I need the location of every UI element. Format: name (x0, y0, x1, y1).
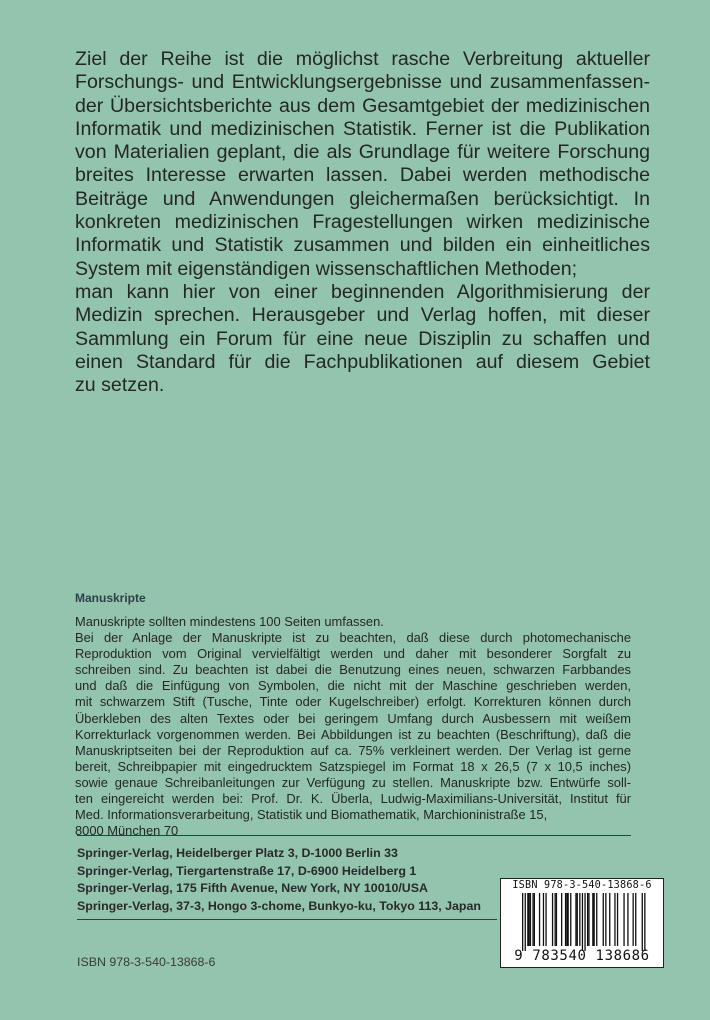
intro-line: Ziel der Reihe ist die möglichst rasche Verbreitung aktueller (75, 48, 650, 70)
manuscripts-line: Med. Informationsverarbeitung, Statistik und Biomathematik, Marchioninistraße 15, (75, 807, 548, 823)
barcode-bar (614, 893, 615, 946)
intro-line: Sammlung ein Forum für eine neue Disziplin zu schaffen und (75, 327, 650, 350)
intro-line: von Materialien geplant, die als Grundlage für weitere Forschung (75, 141, 650, 164)
barcode-bar (588, 893, 589, 946)
manuscripts-heading: Manuskripte (75, 591, 146, 605)
manuscripts-line: sowie genaue Schreibanleitungen zur Verfügung zu stellen. Manuskripte bzw. Entwürfe soll- (75, 774, 631, 790)
barcode-bar (545, 893, 546, 946)
intro-line: Beiträge und Anwendungen gleichermaßen berücksichtigt. In (75, 187, 650, 210)
barcode-bar (579, 893, 580, 946)
series-description (75, 48, 650, 397)
manuscripts-line: Bei der Anlage der Manuskripte ist zu beachten, daß diese durch photomechanische (75, 630, 631, 646)
intro-line: Informatik und Statistik zusammen und bilden ein einheitliches (75, 234, 650, 257)
publisher-address: Springer-Verlag, 37-3, Hongo 3-chome, Bunkyo-ku, Tokyo 113, Japan (77, 898, 481, 913)
barcode-bar (594, 893, 595, 946)
barcode-bar (566, 893, 567, 946)
manuscripts-line: Reproduktion vom Original vervielfältigt werden und daher mit besonderer Sorgfalt zu (75, 646, 631, 662)
barcode-bar (592, 893, 593, 946)
barcode-bar (633, 893, 634, 946)
barcode-bar (532, 893, 533, 946)
intro-line: einen Standard für die Fachpublikationen auf diesem Gebiet (75, 350, 650, 373)
barcode-bar (527, 893, 528, 946)
intro-line: der Übersichtsberichte aus dem Gesamtgebiet der medizinischen (75, 94, 650, 117)
intro-line: System mit eigenständigen wissenschaftlichen Methoden; (75, 257, 578, 280)
intro-line: man kann hier von einer beginnenden Algorithmisierung der (75, 280, 650, 303)
barcode-bar (555, 893, 556, 946)
intro-line: Forschungs- und Entwicklungsergebnisse und zusammenfassen- (75, 71, 650, 94)
barcode-bar (568, 893, 569, 946)
barcode-bar (575, 893, 576, 946)
barcode-bar (534, 893, 535, 946)
barcode-bar (556, 893, 557, 946)
manuscripts-line: Korrekturlack vorgenommen werden. Bei Abbildungen ist zu beachten (Beschriftung), daß die (75, 726, 631, 742)
manuscripts-text (75, 614, 631, 839)
publisher-addresses (77, 845, 481, 915)
barcode-bar (609, 893, 610, 946)
intro-line: zu setzen. (75, 374, 165, 397)
isbn-footer: ISBN 978-3-540-13868-6 (77, 955, 216, 969)
barcode-guard-bar (582, 893, 583, 951)
divider-bottom (77, 919, 497, 920)
barcode-bar (587, 893, 588, 946)
barcode-isbn-label: ISBN 978-3-540-13868-6 (512, 880, 652, 891)
manuscripts-line: 8000 München 70 (75, 823, 179, 839)
barcode-bar (635, 893, 636, 946)
barcode-bar (596, 893, 597, 946)
barcode-bar (627, 893, 628, 946)
barcode-bar (561, 893, 562, 946)
barcode-bar (539, 893, 540, 946)
barcode-guard-bar (525, 893, 526, 951)
barcode-bar (623, 893, 624, 946)
barcode-digits: 9 783540 138686 (514, 948, 650, 964)
barcode-guard-bar (642, 893, 643, 951)
barcode-bar (529, 893, 530, 946)
intro-line: Medizin sprechen. Herausgeber und Verlag hoffen, mit dieser (75, 304, 650, 327)
manuscripts-line: mit schwarzem Stift (Tusche, Tinte oder Kugelschreiber) erfolgt. Korrekturen können durch (75, 694, 631, 710)
divider-top (77, 835, 631, 836)
barcode-guard-bar (584, 893, 585, 951)
barcode-bar (570, 893, 571, 946)
manuscripts-line: Manuskripte sollten mindestens 100 Seiten umfassen. (75, 614, 384, 629)
isbn-barcode (500, 878, 664, 968)
intro-line: Informatik und medizinischen Statistik. Ferner ist die Publikation (75, 117, 650, 140)
barcode-bar (603, 893, 604, 946)
manuscripts-line: ten eingereicht werden bei: Prof. Dr. K. Überla, Ludwig-Maximilians-Universität, Institut für (75, 791, 631, 807)
barcode-bar (577, 893, 578, 946)
manuscripts-line: Überkleben des alten Textes oder bei geringem Umfang durch Ausbessern mit weißem (75, 710, 631, 726)
manuscripts-line: und daß die Einfügung von Symbolen, die nicht mit der Maschine geschrieben werden, (75, 678, 631, 694)
publisher-address: Springer-Verlag, Heidelberger Platz 3, D-1000 Berlin 33 (77, 846, 398, 860)
barcode-bar (552, 893, 553, 946)
manuscripts-line: bereit, Schreibpapier mit eingedrucktem Satzspiegel im Format 18 x 26,5 (7 x 10,5 inches) (75, 758, 631, 774)
manuscripts-line: Manuskriptseiten bei der Reproduktion auf ca. 75% verkleinert werden. Der Verlag ist gerne (75, 742, 631, 758)
barcode-guard-bar (522, 893, 523, 951)
intro-line: breites Interesse erwarten lassen. Dabei werden methodische (75, 164, 650, 187)
barcode-bar (617, 893, 618, 946)
publisher-address: Springer-Verlag, Tiergartenstraße 17, D-6900 Heidelberg 1 (77, 863, 417, 878)
barcode-bar (530, 893, 531, 946)
intro-line: konkreten medizinischen Fragestellungen wirken medizinische (75, 211, 650, 234)
barcode-bar (565, 893, 566, 946)
barcode-bar (543, 893, 544, 946)
barcode-guard-bar (644, 893, 645, 951)
barcode-bar (605, 893, 606, 946)
publisher-address: Springer-Verlag, 175 Fifth Avenue, New York, NY 10010/USA (77, 881, 428, 895)
manuscripts-line: schreiben sind. Zu beachten ist dabei die Benutzung eines neuen, schwarzen Farbbandes (75, 662, 631, 678)
